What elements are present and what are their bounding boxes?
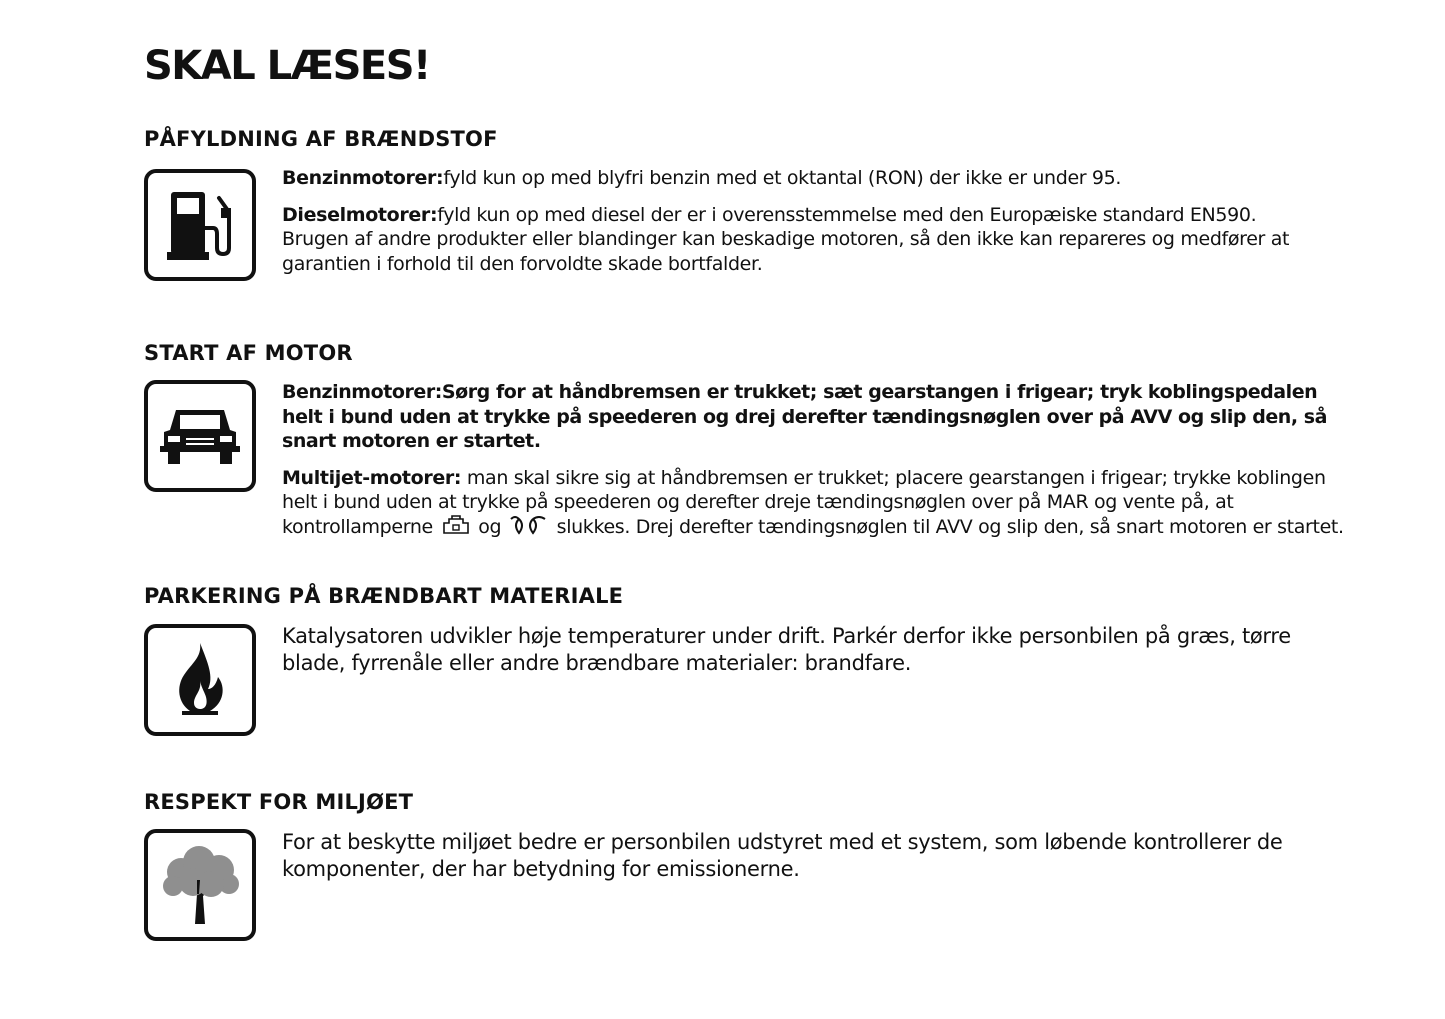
section-heading-parking: PARKERING PÅ BRÆNDBART MATERIALE: [144, 584, 624, 608]
section-heading-fuel: PÅFYLDNING AF BRÆNDSTOF: [144, 127, 498, 151]
fuel-petrol-lead: Benzinmotorer:: [282, 167, 444, 189]
start-multijet-and: og: [472, 515, 507, 538]
section-heading-start: START AF MOTOR: [144, 341, 353, 365]
section-fuel: [144, 126, 1348, 291]
start-multijet-paragraph: [282, 466, 1348, 542]
section-environment: [144, 789, 1348, 949]
fuel-icon-box: [144, 169, 256, 281]
parking-icon-box: [144, 624, 256, 736]
section-heading-environment: RESPEKT FOR MILJØET: [144, 790, 414, 814]
fuel-text-block: [282, 166, 1348, 276]
section-start: [144, 340, 1348, 540]
start-icon-box: [144, 380, 256, 492]
fuel-diesel-paragraph: [282, 203, 1348, 277]
fuel-pump-icon: [165, 188, 235, 262]
environment-text-block: [282, 829, 1348, 883]
fuel-petrol-paragraph: [282, 166, 1348, 191]
fuel-diesel-text: fyld kun op med diesel der er i overensstemmelse med den Europæiske standard EN590.: [437, 203, 1257, 226]
start-multijet-text-1: man skal sikre sig at håndbremsen er trukket; placere gearstangen i frigear; trykke koblingen helt i bund uden at trykke på speederen og derefter dreje tændingsnøglen over på MAR og vente på, at kontrollamperne: [282, 466, 1326, 538]
environment-paragraph: For at beskytte miljøet bedre er personbilen udstyret med et system, som løbende kontrollerer de komponenter, der har betydning for emissionerne.: [282, 830, 1283, 881]
engine-warning-lamp-icon: [441, 515, 471, 542]
section-parking: [144, 583, 1348, 743]
start-multijet-text-2: slukkes. Drej derefter tændingsnøglen til AVV og slip den, så snart motoren er startet.: [550, 515, 1344, 538]
fuel-diesel-lead: Dieselmotorer:: [282, 203, 438, 226]
start-multijet-lead: Multijet-motorer:: [282, 466, 462, 489]
glow-plug-lamp-icon: [509, 515, 549, 542]
parking-paragraph: Katalysatoren udvikler høje temperaturer under drift. Parkér derfor ikke personbilen på græs, tørre blade, fyrrenåle eller andre brændbare materialer: brandfare.: [282, 624, 1291, 675]
environment-icon-box: [144, 829, 256, 941]
start-text-block: [282, 380, 1348, 541]
parking-text-block: [282, 623, 1348, 677]
tree-icon: [159, 844, 241, 926]
fuel-warning-text: Brugen af andre produkter eller blandinger kan beskadige motoren, så den ikke kan repareres og medfører at garantien i forhold til den forvoldte skade bortfalder.: [282, 228, 1290, 275]
page-title: SKAL LÆSES!: [144, 43, 430, 89]
flame-icon: [172, 641, 228, 719]
start-petrol-paragraph: Benzinmotorer:Sørg for at håndbremsen er trukket; sæt gearstangen i frigear; tryk koblingspedalen helt i bund uden at trykke på speederen og drej derefter tændingsnøglen over på AVV og slip den, så snart motoren er startet.: [282, 381, 1328, 452]
car-front-icon: [160, 404, 240, 468]
fuel-petrol-text: fyld kun op med blyfri benzin med et oktantal (RON) der ikke er under 95.: [443, 167, 1122, 189]
